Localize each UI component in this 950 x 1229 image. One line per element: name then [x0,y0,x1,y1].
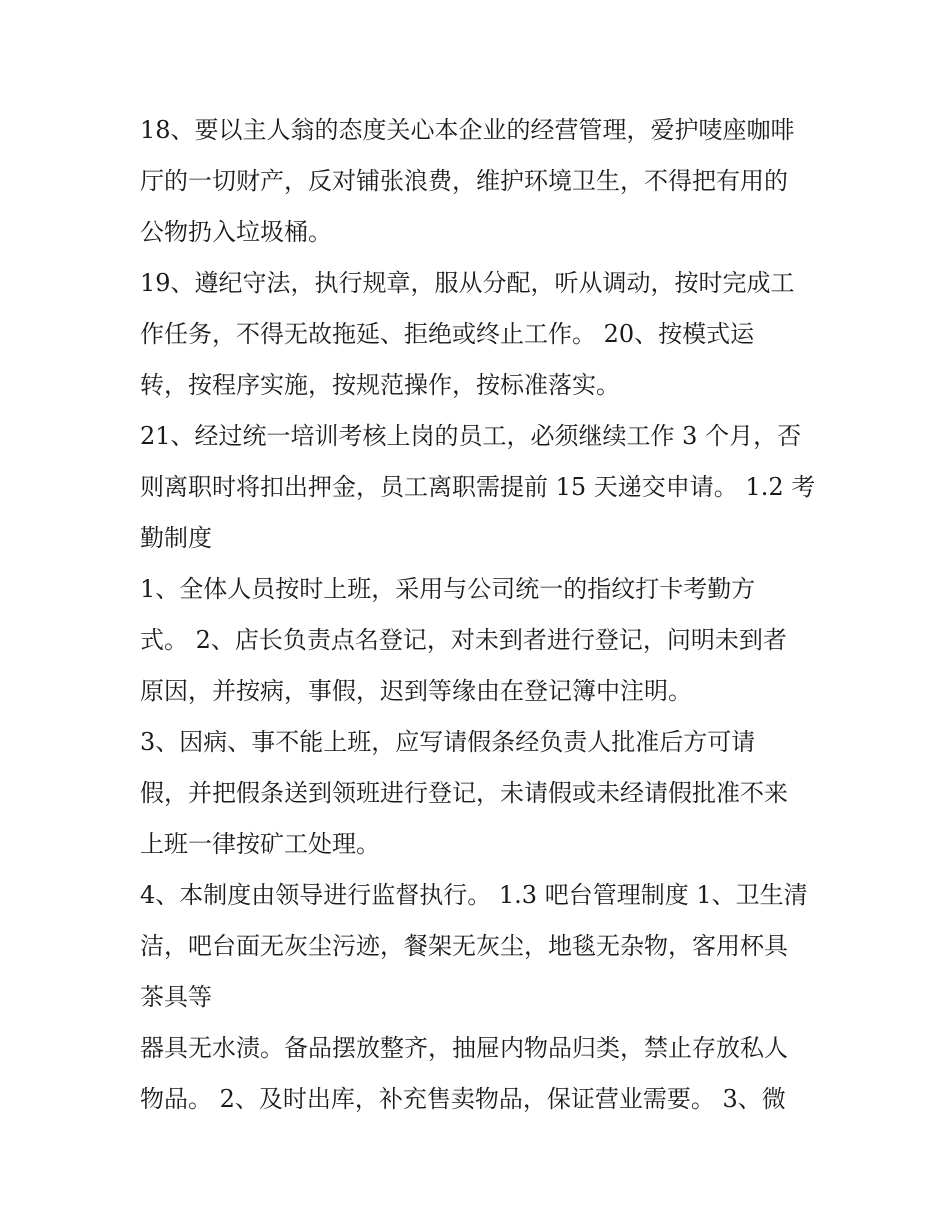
text-line-11: 式。 2、店长负责点名登记，对未到者进行登记，问明未到者 [140,626,787,654]
text-line-12: 原因，并按病，事假，迟到等缘由在登记簿中注明。 [140,677,692,705]
text-line-14: 假，并把假条送到领班进行登记，未请假或未经请假批准不来 [140,779,788,807]
text-line-1: 18、要以主人翁的态度关心本企业的经营管理，爱护唛座咖啡 [140,116,795,144]
text-line-4: 19、遵纪守法，执行规章，服从分配，听从调动，按时完成工 [140,269,795,297]
text-line-18: 茶具等 [140,983,212,1011]
text-line-6: 转，按程序实施，按规范操作，按标准落实。 [140,371,620,399]
text-line-7: 21、经过统一培训考核上岗的员工，必须继续工作 3 个月，否 [140,422,802,450]
text-line-16: 4、本制度由领导进行监督执行。 1.3 吧台管理制度 1、卫生清 [140,881,808,909]
document-body [140,105,830,1125]
text-line-3: 公物扔入垃圾桶。 [140,218,332,246]
text-line-5: 作任务，不得无故拖延、拒绝或终止工作。 20、按模式运 [140,320,755,348]
text-line-9: 勤制度 [140,524,212,552]
text-line-13: 3、因病、事不能上班，应写请假条经负责人批准后方可请 [140,728,756,756]
text-line-17: 洁，吧台面无灰尘污迹，餐架无灰尘，地毯无杂物，客用杯具 [140,932,788,960]
text-line-19: 器具无水渍。备品摆放整齐，抽屉内物品归类，禁止存放私人 [140,1034,788,1062]
text-line-2: 厅的一切财产，反对铺张浪费，维护环境卫生，不得把有用的 [140,167,788,195]
text-line-10: 1、全体人员按时上班，采用与公司统一的指纹打卡考勤方 [140,575,756,603]
text-line-8: 则离职时将扣出押金，员工离职需提前 15 天递交申请。 1.2 考 [140,473,816,501]
text-line-20: 物品。 2、及时出库，补充售卖物品，保证营业需要。 3、微 [140,1085,786,1113]
text-line-15: 上班一律按矿工处理。 [140,830,380,858]
